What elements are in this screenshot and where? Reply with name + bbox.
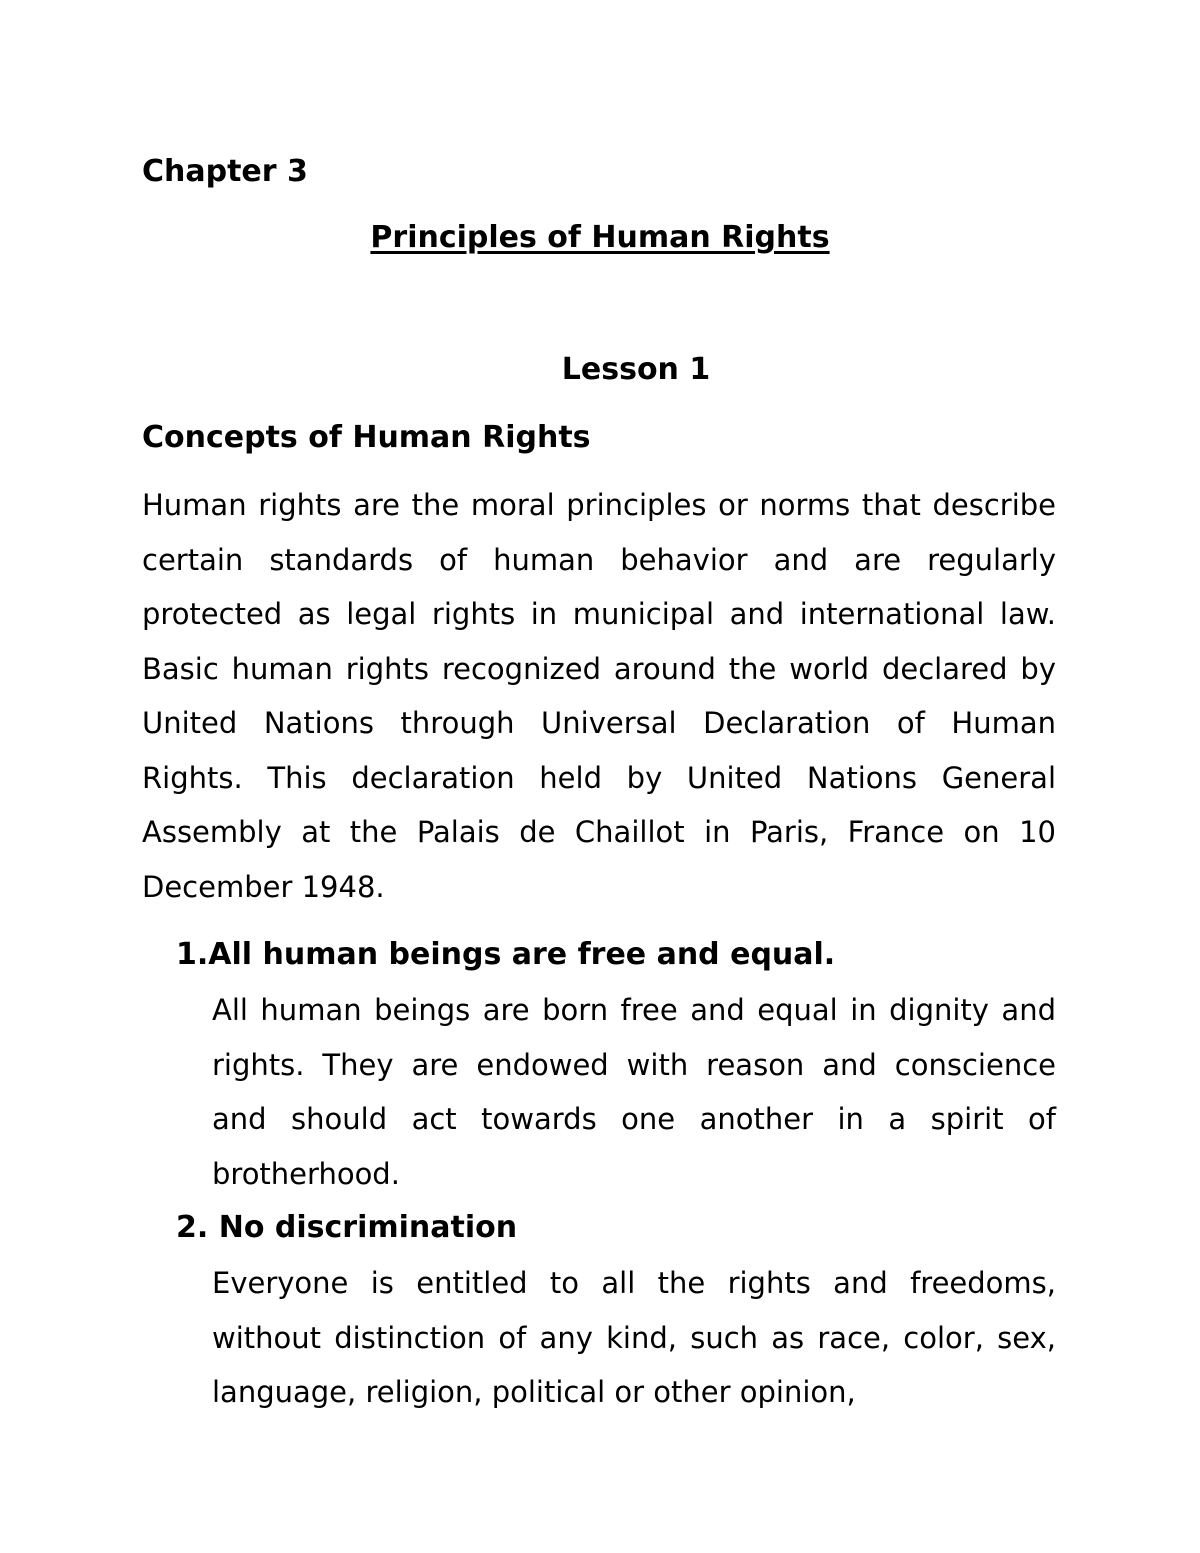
list-item-title-1: All human beings are free and equal. [208,937,836,972]
intro-paragraph: Human rights are the moral principles or norms that describe certain standards of human behavior and are regularly protected as legal rights in municipal and international law. Basic human rights recognized around the world declared by United Nations through Universal Declaration of Human Rights. This declaration held by United Nations General Assembly at the Palais de Chaillot in Paris, France on 10 December 1948. [142,488,1056,904]
list-item-heading-1 [176,935,835,975]
list-item-body-1: All human beings are born free and equal in dignity and rights. They are endowed with reason and conscience and should act towards one another in a spirit of brotherhood. [212,993,1056,1191]
lesson-label: Lesson 1 [561,352,711,387]
section-heading: Concepts of Human Rights [142,420,591,455]
list-item-title-2: No discrimination [218,1210,518,1245]
list-item-number-1: 1. [176,937,209,972]
page-title: Principles of Human Rights [370,220,830,255]
chapter-label: Chapter 3 [142,154,308,189]
list-item-heading-2 [176,1208,517,1248]
list-item-body-2: Everyone is entitled to all the rights and freedoms, without distinction of any kind, such as race, color, sex, language, religion, political or other opinion, [212,1266,1056,1409]
list-item-number-2: 2. [176,1210,209,1245]
